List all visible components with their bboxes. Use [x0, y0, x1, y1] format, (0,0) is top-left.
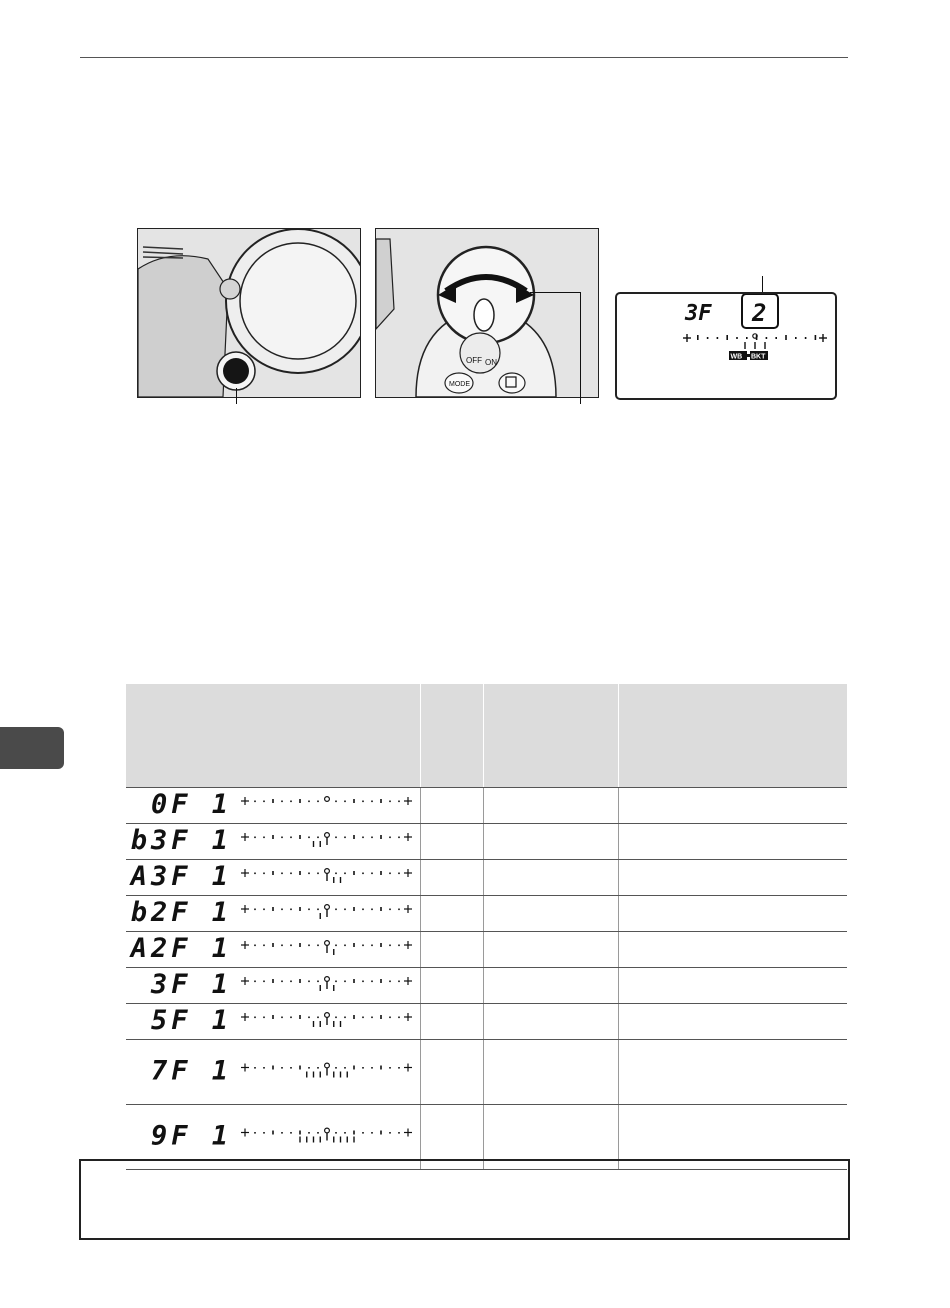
display-code: 7F 1 [150, 1055, 232, 1087]
scale-dot [299, 907, 301, 911]
scale-dot [344, 1067, 346, 1069]
empty-cell [618, 788, 847, 824]
display-cell [126, 1040, 420, 1105]
scale-dot [389, 873, 391, 875]
scale-dot [353, 1131, 355, 1135]
empty-cell [483, 932, 618, 968]
callout-line [236, 388, 237, 404]
scale-dot [254, 801, 256, 803]
scale-dot [398, 1067, 400, 1069]
table-header-row [126, 684, 847, 788]
empty-cell [483, 1040, 618, 1105]
scale-dot [353, 907, 355, 911]
scale-dot [380, 871, 382, 875]
scale-dot [353, 835, 355, 839]
table-row [126, 932, 847, 968]
scale-dot [344, 945, 346, 947]
callout-line [580, 292, 581, 404]
scale-dot [290, 837, 292, 839]
scale-dot [272, 835, 274, 839]
scale-dot [281, 1067, 283, 1069]
on-label: ON [485, 358, 497, 367]
scale-dot [317, 945, 319, 947]
scale-dot [362, 909, 364, 911]
scale-dot [335, 837, 337, 839]
scale-dot [281, 981, 283, 983]
scale-dot [281, 909, 283, 911]
scale-dot [335, 909, 337, 911]
scale-dot [362, 873, 364, 875]
scale-dot [362, 1067, 364, 1069]
scale-dot [290, 873, 292, 875]
table-row [126, 788, 847, 824]
table-row [126, 896, 847, 932]
scale-dot [308, 1067, 310, 1069]
scale-dot [272, 943, 274, 947]
scale-dot [290, 1132, 292, 1134]
scale-dot [362, 945, 364, 947]
empty-cell [483, 860, 618, 896]
scale-dot [272, 871, 274, 875]
empty-cell [420, 1004, 483, 1040]
scale-dot [371, 873, 373, 875]
scale-dot [272, 1066, 274, 1070]
empty-cell [618, 1040, 847, 1105]
scale-dot [290, 1017, 292, 1019]
lcd-value-label: 2 [752, 299, 767, 327]
scale-dot [272, 979, 274, 983]
display-cell [126, 932, 420, 968]
scale-dot [263, 909, 265, 911]
empty-cell [483, 896, 618, 932]
scale-dot [353, 799, 355, 803]
scale-dot [380, 1131, 382, 1135]
command-dial-photo [375, 228, 599, 398]
scale-dot [317, 801, 319, 803]
scale-dot [380, 1066, 382, 1070]
scale-dot [290, 909, 292, 911]
scale-dot [380, 907, 382, 911]
empty-cell [618, 860, 847, 896]
center-indicator [325, 905, 330, 910]
display-code: b2F 1 [130, 897, 232, 926]
scale-dot [317, 909, 319, 911]
scale-dot [299, 1066, 301, 1070]
scale-dot [308, 945, 310, 947]
scale-dot [344, 1017, 346, 1019]
empty-cell [618, 1004, 847, 1040]
header-cell [126, 684, 420, 788]
scale-dot [389, 1067, 391, 1069]
scale-dot [272, 1015, 274, 1019]
scale-dot [353, 979, 355, 983]
scale-dot [317, 981, 319, 983]
scale-dot [380, 835, 382, 839]
display-cell [126, 1004, 420, 1040]
empty-cell [420, 788, 483, 824]
table-row [126, 1004, 847, 1040]
scale-dot [299, 871, 301, 875]
scale-dot [308, 1132, 310, 1134]
center-indicator [325, 833, 330, 838]
scale-dot [389, 945, 391, 947]
scale-dot [254, 1017, 256, 1019]
scale-dot [389, 801, 391, 803]
scale-dot [398, 945, 400, 947]
scale-dot [290, 945, 292, 947]
display-cell [126, 896, 420, 932]
scale-dot [254, 945, 256, 947]
scale-dot [308, 981, 310, 983]
scale-dot [308, 873, 310, 875]
scale-dot [344, 837, 346, 839]
empty-cell [483, 1004, 618, 1040]
scale-dot [371, 1017, 373, 1019]
center-indicator [325, 977, 330, 982]
display-code: b3F 1 [130, 825, 232, 854]
display-code: A2F 1 [130, 933, 232, 962]
table-row [126, 860, 847, 896]
scale-dot [362, 981, 364, 983]
scale-dot [254, 909, 256, 911]
scale-dot [380, 1015, 382, 1019]
scale-dot [398, 801, 400, 803]
callout-line [530, 292, 580, 293]
scale-dot [290, 801, 292, 803]
scale-dot [290, 1067, 292, 1069]
empty-cell [618, 932, 847, 968]
scale-dot [254, 837, 256, 839]
scale-dot [308, 1017, 310, 1019]
top-rule [80, 57, 848, 58]
scale-dot [344, 873, 346, 875]
scale-dot [317, 1067, 319, 1069]
scale-dot [335, 981, 337, 983]
scale-dot [317, 1017, 319, 1019]
table-row [126, 1040, 847, 1105]
scale-dot [281, 1017, 283, 1019]
scale-dot [308, 837, 310, 839]
scale-dot [308, 909, 310, 911]
scale-dot [353, 1015, 355, 1019]
center-indicator [325, 1063, 330, 1068]
empty-cell [420, 932, 483, 968]
scale-dot [353, 943, 355, 947]
display-cell [126, 788, 420, 824]
scale-dot [380, 943, 382, 947]
scale-dot [254, 873, 256, 875]
empty-cell [420, 824, 483, 860]
empty-cell [420, 968, 483, 1004]
scale-dot [398, 837, 400, 839]
scale-dot [272, 907, 274, 911]
empty-cell [618, 824, 847, 860]
scale-dot [299, 835, 301, 839]
display-code: A3F 1 [130, 861, 232, 890]
empty-cell [420, 1040, 483, 1105]
scale-dot [281, 837, 283, 839]
display-cell [126, 968, 420, 1004]
camera-front-photo [137, 228, 361, 398]
display-cell [126, 860, 420, 896]
empty-cell [483, 968, 618, 1004]
scale-dot [281, 945, 283, 947]
scale-dot [317, 1132, 319, 1134]
scale-dot [299, 979, 301, 983]
center-indicator [325, 941, 330, 946]
scale-dot [335, 1067, 337, 1069]
scale-dot [389, 1132, 391, 1134]
scale-dot [317, 837, 319, 839]
scale-dot [380, 979, 382, 983]
off-label: OFF [466, 356, 482, 365]
scale-dot [362, 837, 364, 839]
display-code: 0F 1 [150, 789, 232, 818]
header-cell [420, 684, 483, 788]
scale-dot [263, 945, 265, 947]
display-code: 3F 1 [150, 969, 232, 998]
scale-dot [335, 1017, 337, 1019]
scale-dot [371, 837, 373, 839]
scale-dot [353, 871, 355, 875]
scale-dot [335, 945, 337, 947]
scale-dot [344, 909, 346, 911]
fn-button-dot [223, 358, 249, 384]
control-panel-display [615, 292, 837, 400]
scale-dot [371, 801, 373, 803]
scale-dot [263, 801, 265, 803]
scale-dot [281, 873, 283, 875]
empty-cell [420, 896, 483, 932]
header-cell [483, 684, 618, 788]
scale-dot [398, 981, 400, 983]
scale-dot [272, 1131, 274, 1135]
note-box [79, 1159, 850, 1240]
bracketing-table [126, 684, 847, 1170]
scale-dot [290, 981, 292, 983]
display-code: 5F 1 [150, 1005, 232, 1034]
scale-dot [299, 1131, 301, 1135]
center-indicator [325, 1128, 330, 1133]
scale-dot [389, 837, 391, 839]
mode-button-label: MODE [449, 381, 470, 388]
section-tab [0, 727, 64, 769]
center-indicator [325, 797, 330, 802]
lcd-frames-label: 3F [685, 301, 712, 326]
scale-dot [263, 981, 265, 983]
scale-dot [371, 1132, 373, 1134]
lcd-bkt-label: BKT [751, 353, 766, 361]
header-cell [618, 684, 847, 788]
scale-dot [389, 1017, 391, 1019]
scale-dot [299, 1015, 301, 1019]
scale-dot [263, 1017, 265, 1019]
lcd-wb-label: WB [730, 353, 743, 361]
scale-dot [335, 801, 337, 803]
scale-dot [398, 873, 400, 875]
scale-dot [362, 801, 364, 803]
scale-dot [362, 1017, 364, 1019]
scale-dot [344, 801, 346, 803]
scale-dot [299, 943, 301, 947]
empty-cell [483, 824, 618, 860]
scale-dot [398, 1017, 400, 1019]
scale-dot [317, 873, 319, 875]
scale-dot [389, 981, 391, 983]
scale-dot [263, 1132, 265, 1134]
scale-dot [254, 981, 256, 983]
scale-dot [344, 1132, 346, 1134]
scale-dot [389, 909, 391, 911]
center-indicator [325, 1013, 330, 1018]
scale-dot [353, 1066, 355, 1070]
scale-dot [362, 1132, 364, 1134]
scale-dot [263, 1067, 265, 1069]
scale-dot [398, 1132, 400, 1134]
scale-dot [254, 1067, 256, 1069]
scale-dot [371, 1067, 373, 1069]
center-indicator [325, 869, 330, 874]
scale-dot [254, 1132, 256, 1134]
scale-dot [344, 981, 346, 983]
scale-dot [380, 799, 382, 803]
scale-dot [371, 945, 373, 947]
scale-dot [335, 1132, 337, 1134]
scale-dot [371, 909, 373, 911]
empty-cell [420, 860, 483, 896]
display-cell [126, 824, 420, 860]
scale-dot [299, 799, 301, 803]
scale-dot [272, 799, 274, 803]
scale-dot [281, 801, 283, 803]
scale-dot [308, 801, 310, 803]
table-row [126, 968, 847, 1004]
table-row [126, 824, 847, 860]
scale-dot [335, 873, 337, 875]
scale-dot [398, 909, 400, 911]
scale-dot [263, 873, 265, 875]
empty-cell [618, 896, 847, 932]
scale-dot [263, 837, 265, 839]
empty-cell [618, 968, 847, 1004]
empty-cell [483, 788, 618, 824]
scale-dot [371, 981, 373, 983]
scale-dot [281, 1132, 283, 1134]
display-code: 9F 1 [150, 1120, 232, 1152]
